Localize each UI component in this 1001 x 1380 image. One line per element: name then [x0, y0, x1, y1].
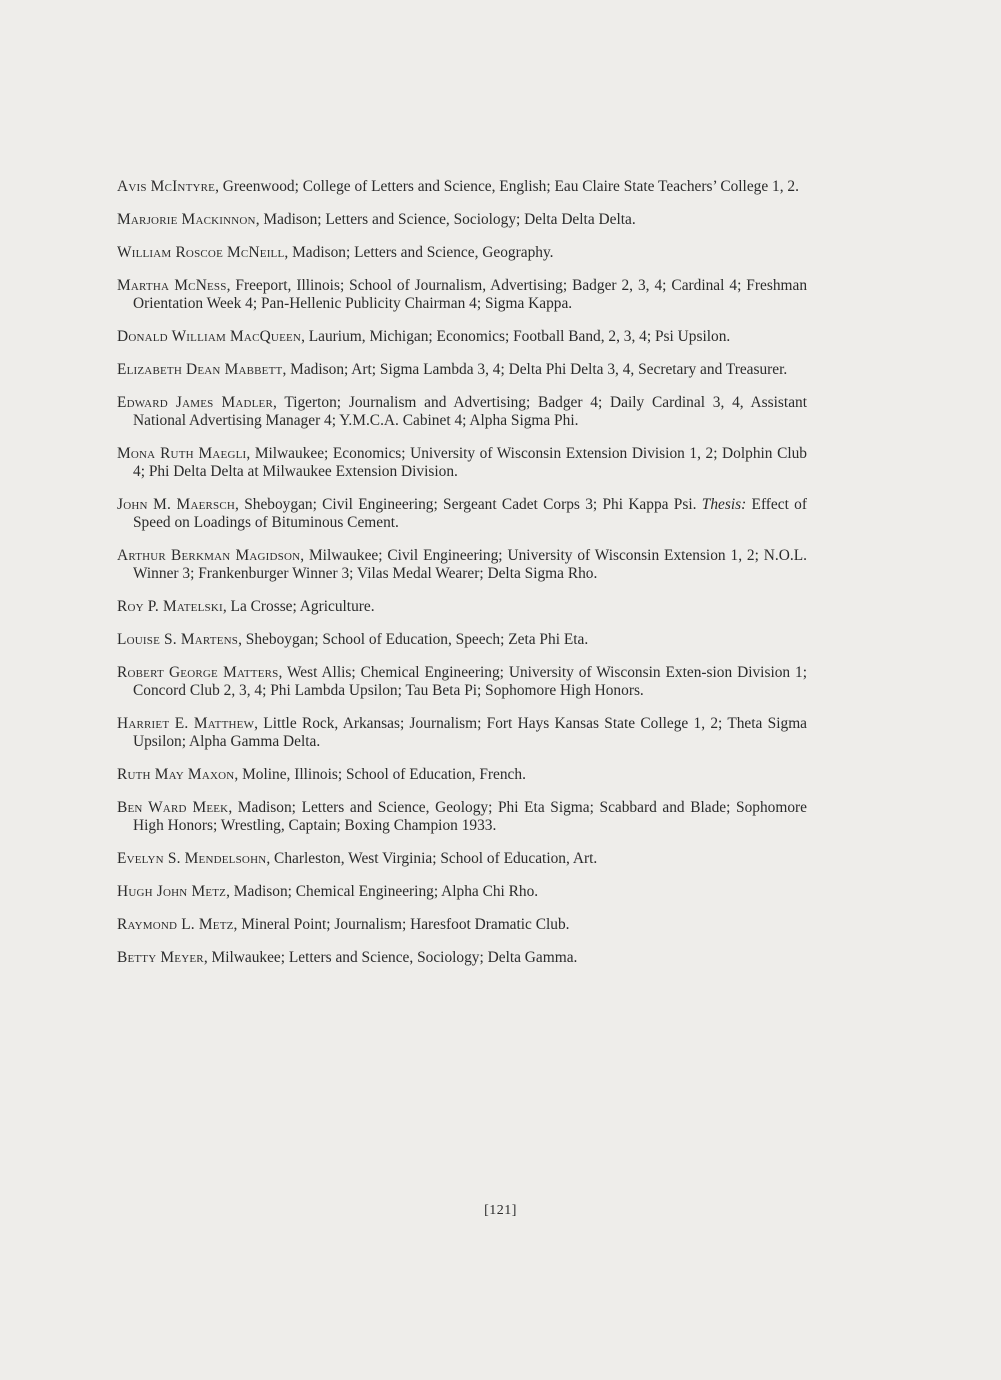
thesis-label: Thesis: — [701, 496, 747, 513]
list-item — [117, 766, 807, 784]
person-details: , Freeport, Illinois; School of Journalism, Advertising; Badger 2, 3, 4; Cardinal 4; Freshman Orientation Week 4; Pan-Hellenic Publicity Chairman 4; Sigma Kappa. — [133, 277, 808, 312]
person-name: Roy P. Matelski — [117, 598, 223, 615]
person-details: , Madison; Art; Sigma Lambda 3, 4; Delta Phi Delta 3, 4, Secretary and Treasurer. — [282, 361, 788, 378]
person-name: Elizabeth Dean Mabbett — [117, 361, 283, 378]
list-item — [117, 883, 807, 901]
person-name: Ben Ward Meek — [117, 799, 229, 816]
list-item — [117, 664, 807, 700]
person-details: , Madison; Letters and Science, Geology; Phi Eta Sigma; Scabbard and Blade; Sophomore High Honors; Wrestling, Captain; Boxing Champion 1933. — [133, 799, 808, 834]
list-item — [117, 328, 807, 346]
list-item — [117, 949, 807, 967]
person-name: Avis McIntyre — [117, 178, 216, 195]
person-name: Donald William MacQueen — [117, 328, 302, 345]
person-details: , La Crosse; Agriculture. — [222, 598, 375, 615]
list-item — [117, 496, 807, 532]
list-item — [117, 244, 807, 262]
list-item — [117, 598, 807, 616]
person-details: , Milwaukee; Civil Engineering; University of Wisconsin Extension 1, 2; N.O.L. Winner 3; Frankenburger Winner 3; Vilas Medal Wearer; Delta Sigma Rho. — [133, 547, 807, 582]
person-name: William Roscoe McNeill — [117, 244, 285, 261]
list-item — [117, 361, 807, 379]
person-name: Raymond L. Metz — [117, 916, 234, 933]
person-details: , Madison; Letters and Science, Sociology; Delta Delta Delta. — [255, 211, 636, 228]
person-name: Mona Ruth Maegli — [117, 445, 247, 462]
person-name: Louise S. Martens — [117, 631, 239, 648]
list-item — [117, 547, 807, 583]
person-name: Evelyn S. Mendelsohn — [117, 850, 267, 867]
list-item — [117, 850, 807, 868]
list-item — [117, 916, 807, 934]
person-details: , Mineral Point; Journalism; Haresfoot Dramatic Club. — [233, 916, 570, 933]
person-name: Marjorie Mackinnon — [117, 211, 256, 228]
person-details: , Madison; Chemical Engineering; Alpha Chi Rho. — [226, 883, 539, 900]
list-item — [117, 799, 807, 835]
list-item — [117, 277, 807, 313]
person-name: Martha McNess — [117, 277, 227, 294]
person-details: , Madison; Letters and Science, Geography. — [284, 244, 554, 261]
person-details: , Little Rock, Arkansas; Journalism; Fort Hays Kansas State College 1, 2; Theta Sigma Upsilon; Alpha Gamma Delta. — [133, 715, 807, 750]
list-item — [117, 631, 807, 649]
person-name: Edward James Madler — [117, 394, 273, 411]
person-details: , Charleston, West Virginia; School of Education, Art. — [266, 850, 598, 867]
person-name: Harriet E. Matthew — [117, 715, 255, 732]
person-details: , Milwaukee; Letters and Science, Sociology; Delta Gamma. — [203, 949, 578, 966]
list-item — [117, 445, 807, 481]
person-name: Ruth May Maxon — [117, 766, 235, 783]
page-number: [121] — [484, 1203, 517, 1218]
person-details: , Sheboygan; School of Education, Speech; Zeta Phi Eta. — [238, 631, 589, 648]
biography-list — [117, 178, 807, 982]
person-name: John M. Maersch — [117, 496, 236, 513]
thesis-title: Effect of Speed on Loadings of Bituminous Cement. — [133, 496, 807, 531]
list-item — [117, 211, 807, 229]
person-details: , Greenwood; College of Letters and Science, English; Eau Claire State Teachers’ College 1, 2. — [215, 178, 799, 195]
list-item — [117, 178, 807, 196]
person-details: , West Allis; Chemical Engineering; University of Wisconsin Exten-sion Division 1; Concord Club 2, 3, 4; Phi Lambda Upsilon; Tau Beta Pi; Sophomore High Honors. — [133, 664, 807, 699]
person-details: , Laurium, Michigan; Economics; Football Band, 2, 3, 4; Psi Upsilon. — [301, 328, 731, 345]
person-name: Hugh John Metz — [117, 883, 227, 900]
person-name: Robert George Matters — [117, 664, 279, 681]
person-name: Betty Meyer — [117, 949, 204, 966]
person-details: , Moline, Illinois; School of Education, French. — [234, 766, 526, 783]
person-name: Arthur Berkman Magidson — [117, 547, 301, 564]
person-details: , Sheboygan; Civil Engineering; Sergeant Cadet Corps 3; Phi Kappa Psi. — [235, 496, 697, 513]
person-details: , Milwaukee; Economics; University of Wisconsin Extension Division 1, 2; Dolphin Club 4; Phi Delta Delta at Milwaukee Extension Division. — [133, 445, 807, 480]
person-details: , Tigerton; Journalism and Advertising; Badger 4; Daily Cardinal 3, 4, Assistant National Advertising Manager 4; Y.M.C.A. Cabinet 4; Alpha Sigma Phi. — [133, 394, 807, 429]
list-item — [117, 394, 807, 430]
list-item — [117, 715, 807, 751]
